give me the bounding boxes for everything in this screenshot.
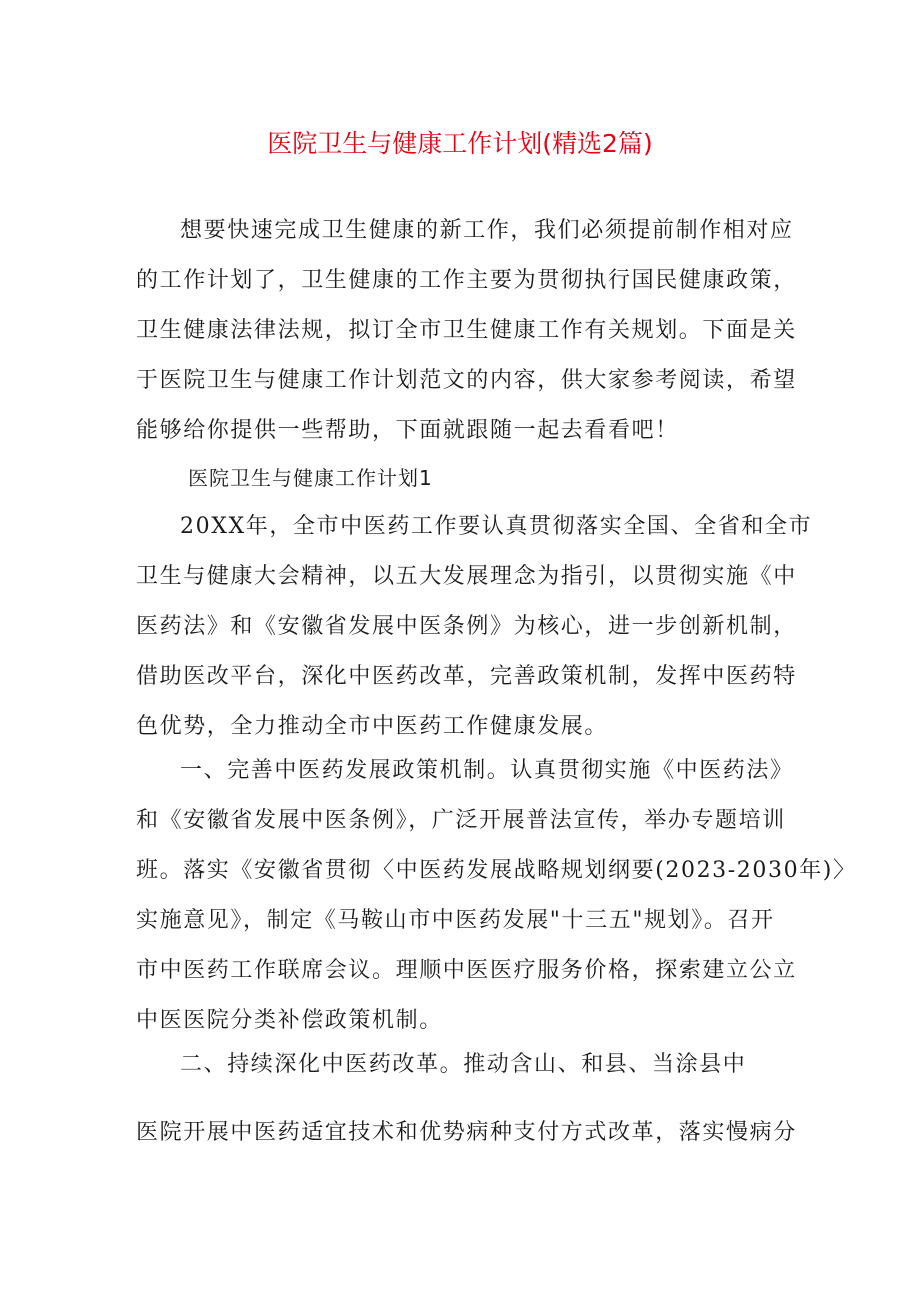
paragraph-1 — [136, 502, 813, 752]
intro-line-2: 的工作计划了，卫生健康的工作主要为贯彻执行国民健康政策， — [136, 268, 797, 293]
section-heading: 医院卫生与健康工作计划1 — [188, 466, 433, 490]
para2-line-5: 市中医药工作联席会议。理顺中医医疗服务价格，探索建立公立 — [136, 958, 797, 983]
intro-line-4: 于医院卫生与健康工作计划范文的内容，供大家参考阅读，希望 — [136, 368, 797, 393]
para2-line-6: 中医医院分类补偿政策机制。 — [136, 1008, 443, 1033]
paragraph-3-start — [136, 1040, 796, 1090]
para3-line-1: 二、持续深化中医药改革。推动含山、和县、当涂县中 — [180, 1052, 747, 1077]
para2-line-4: 实施意见》，制定《马鞍山市中医药发展"十三五"规划》。召开 — [136, 908, 775, 933]
document-title: 医院卫生与健康工作计划(精选2篇) — [267, 129, 653, 158]
para1-line-2: 卫生与健康大会精神，以五大发展理念为指引，以贯彻实施《中 — [136, 564, 797, 589]
intro-line-1: 想要快速完成卫生健康的新工作，我们必须提前制作相对应 — [180, 218, 794, 243]
intro-line-3: 卫生健康法律法规，拟订全市卫生健康工作有关规划。下面是关 — [136, 318, 797, 343]
para1-line-5: 色优势，全力推动全市中医药工作健康发展。 — [136, 714, 609, 739]
intro-paragraph — [136, 206, 796, 456]
para1-line-1: 20XX年，全市中医药工作要认真贯彻落实全国、全省和全市 — [180, 514, 813, 539]
para2-line-3: 班。落实《安徽省贯彻〈中医药发展战略规划纲要(2023-2030年)〉 — [136, 858, 857, 883]
intro-line-5: 能够给你提供一些帮助，下面就跟随一起去看看吧！ — [136, 418, 679, 443]
para1-line-4: 借助医改平台，深化中医药改革，完善政策机制，发挥中医药特 — [136, 664, 797, 689]
para1-line-3: 医药法》和《安徽省发展中医条例》为核心，进一步创新机制， — [136, 614, 797, 639]
paragraph-3-continued — [136, 1108, 796, 1158]
paragraph-2 — [136, 746, 857, 1046]
para2-line-1: 一、完善中医药发展政策机制。认真贯彻实施《中医药法》 — [180, 758, 794, 783]
para3-line-2: 医院开展中医药适宜技术和优势病种支付方式改革，落实慢病分 — [136, 1120, 797, 1145]
para2-line-2: 和《安徽省发展中医条例》，广泛开展普法宣传，举办专题培训 — [136, 808, 786, 833]
